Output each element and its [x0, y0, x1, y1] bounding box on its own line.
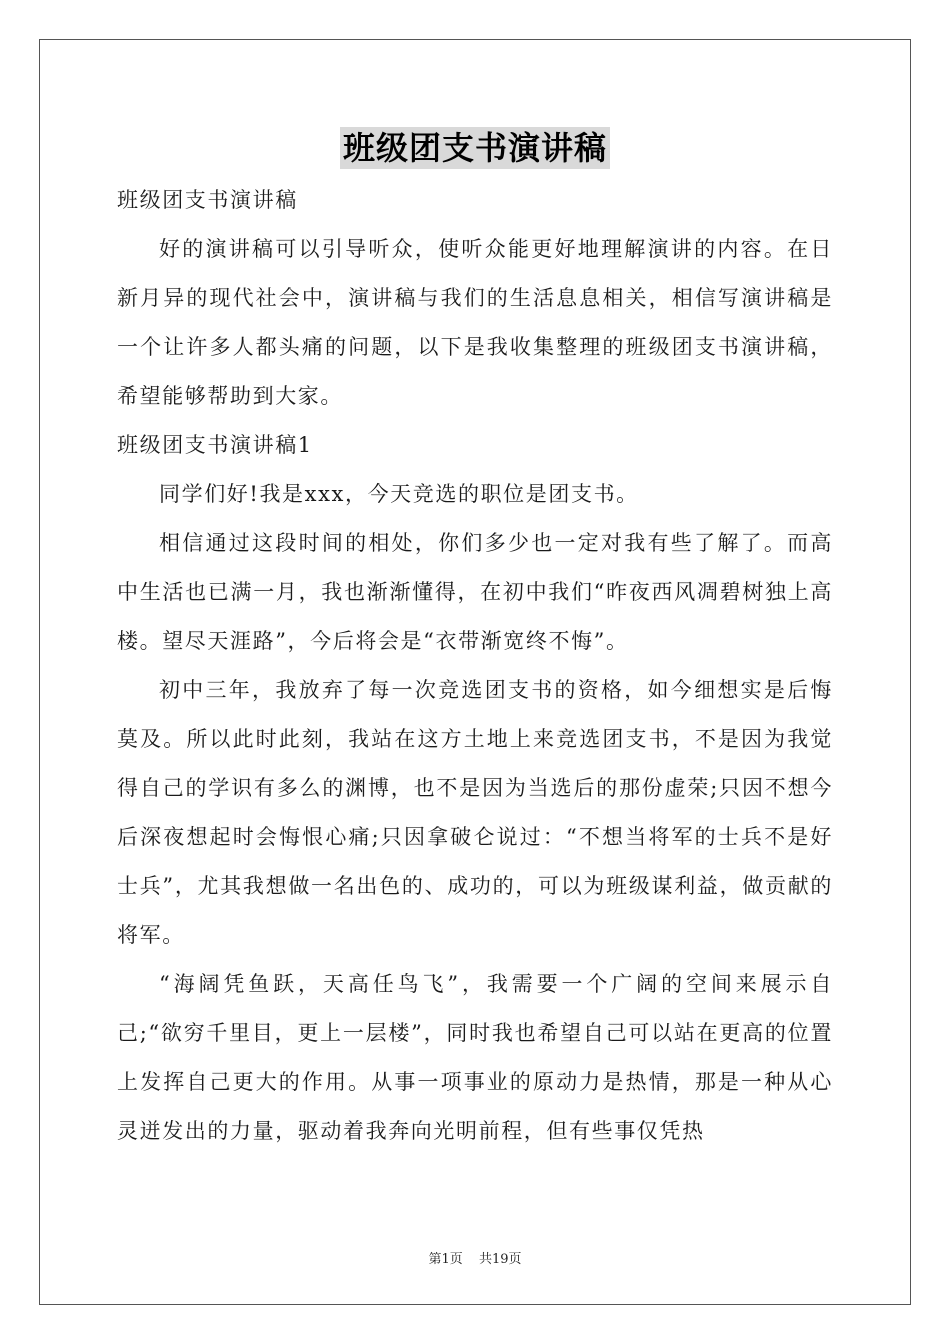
body-paragraph: 初中三年，我放弃了每一次竞选团支书的资格，如今细想实是后悔莫及。所以此时此刻，我站在这方土地上来竞选团支书，不是因为我觉得自己的学识有多么的渊博，也不是因为当选后的那份虚荣;只因不想今后深夜想起时会悔恨心痛;只因拿破仑说过：“不想当将军的士兵不是好士兵”，尤其我想做一名出色的、成功的，可以为班级谋利益，做贡献的将军。: [117, 678, 833, 947]
body-paragraph: 相信通过这段时间的相处，你们多少也一定对我有些了解了。而高中生活也已满一月，我也渐渐懂得，在初中我们“昨夜西风凋碧树独上高楼。望尽天涯路”，今后将会是“衣带渐宽终不悔”。: [117, 531, 833, 653]
section-heading: 班级团支书演讲稿1: [117, 433, 313, 457]
intro-paragraph: 好的演讲稿可以引导听众，使听众能更好地理解演讲的内容。在日新月异的现代社会中，演讲稿与我们的生活息息相关，相信写演讲稿是一个让许多人都头痛的问题，以下是我收集整理的班级团支书演讲稿，希望能够帮助到大家。: [117, 237, 833, 408]
page-footer: [0, 1248, 950, 1267]
document-title: 班级团支书演讲稿: [340, 127, 610, 169]
body-paragraph: 同学们好!我是xxx，今天竞选的职位是团支书。: [159, 482, 639, 506]
page-total: 共19页: [478, 1252, 522, 1267]
title-container: [0, 127, 950, 169]
page-number: 第1页: [428, 1252, 463, 1267]
document-body: [117, 176, 833, 1156]
document-subtitle: 班级团支书演讲稿: [117, 188, 298, 212]
body-paragraph: “海阔凭鱼跃，天高任鸟飞”，我需要一个广阔的空间来展示自己;“欲穷千里目，更上一层楼”，同时我也希望自己可以站在更高的位置上发挥自己更大的作用。从事一项事业的原动力是热情，那是一种从心灵迸发出的力量，驱动着我奔向光明前程，但有些事仅凭热: [117, 972, 833, 1143]
